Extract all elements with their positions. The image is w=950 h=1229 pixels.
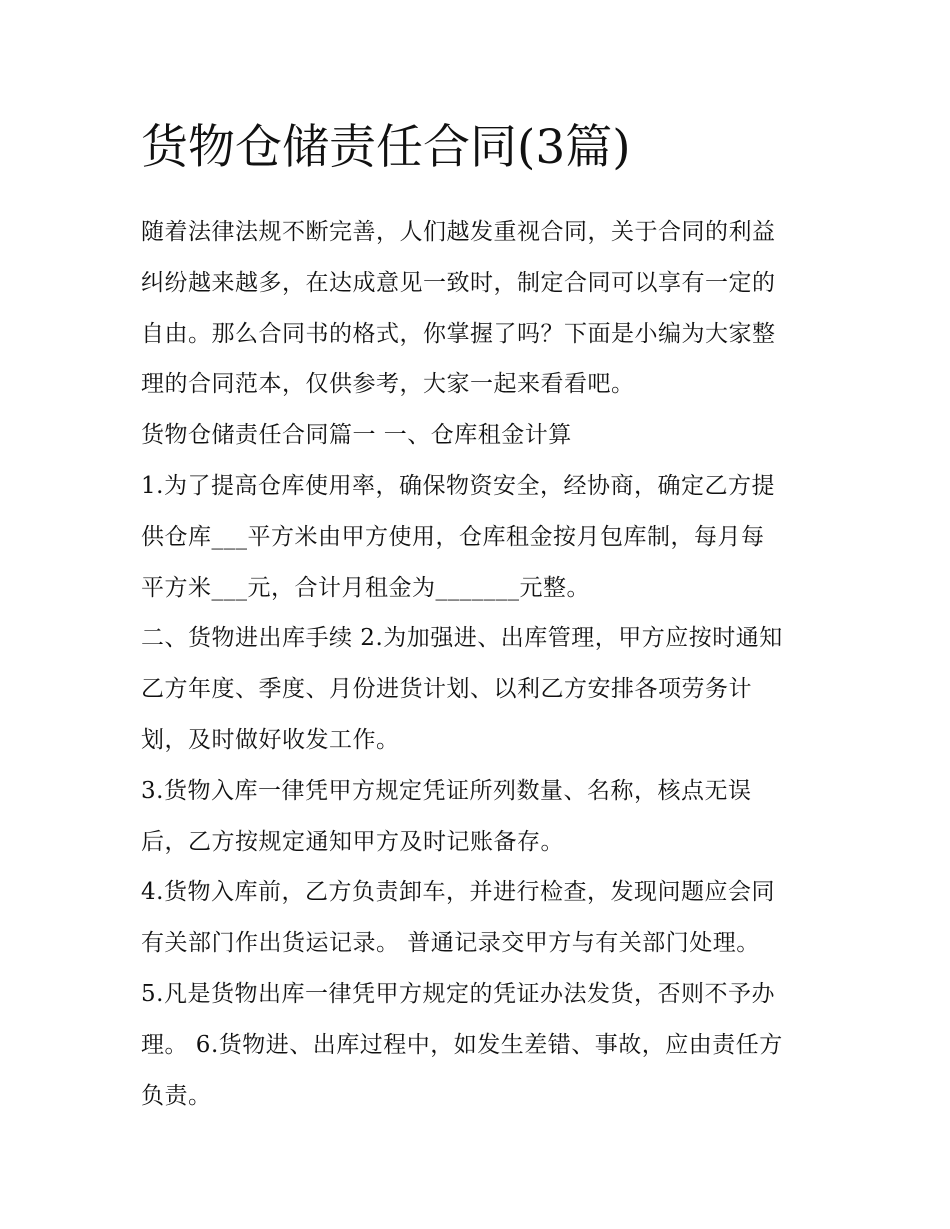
- text-line: 3.货物入库一律凭甲方规定凭证所列数量、名称，核点无误: [141, 777, 752, 804]
- text-line: 乙方年度、季度、月份进货计划、以利乙方安排各项劳务计: [141, 676, 752, 703]
- text-line: 自由。那么合同书的格式，你掌握了吗？下面是小编为大家整: [141, 320, 776, 347]
- section-heading-line: 货物仓储责任合同篇一 一、仓库租金计算: [141, 422, 572, 449]
- text-line: 纠纷越来越多，在达成意见一致时，制定合同可以享有一定的: [141, 269, 776, 296]
- text-line: 随着法律法规不断完善，人们越发重视合同，关于合同的利益: [141, 219, 776, 245]
- document-body: [141, 207, 813, 1121]
- text-line: 二、货物进出库手续 2.为加强进、出库管理，甲方应按时通知: [141, 625, 783, 652]
- text-line: 划，及时做好收发工作。: [141, 726, 400, 753]
- text-line: 理的合同范本，仅供参考，大家一起来看看吧。: [141, 371, 635, 398]
- document-content: [141, 112, 813, 1121]
- text-line: 理。 6.货物进、出库过程中，如发生差错、事故，应由责任方: [141, 1031, 783, 1058]
- text-line: 1.为了提高仓库使用率，确保物资安全，经协商，确定乙方提: [141, 472, 775, 499]
- text-line: 4.货物入库前，乙方负责卸车，并进行检查，发现问题应会同: [141, 879, 775, 906]
- text-line: 后，乙方按规定通知甲方及时记账备存。: [141, 828, 564, 855]
- text-line: 供仓库___平方米由甲方使用，仓库租金按月包库制，每月每: [141, 523, 765, 550]
- text-line: 平方米___元，合计月租金为_______元整。: [141, 574, 590, 601]
- text-line: 负责。: [141, 1082, 212, 1109]
- text-line: 5.凡是货物出库一律凭甲方规定的凭证办法发货，否则不予办: [141, 980, 775, 1007]
- document-title: 货物仓储责任合同(3篇): [141, 120, 631, 175]
- text-line: 有关部门作出货运记录。 普通记录交甲方与有关部门处理。: [141, 930, 760, 957]
